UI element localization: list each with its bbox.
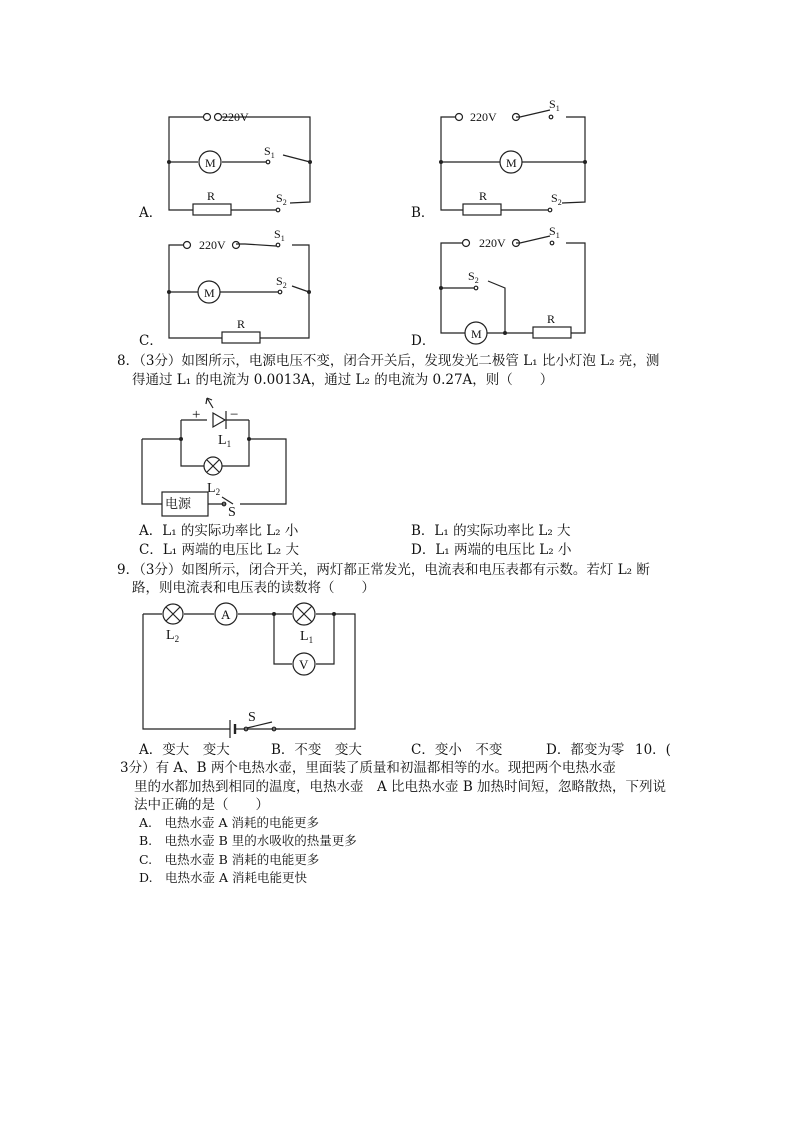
svg-text:L2: $L_2$ [207, 481, 221, 497]
q10-stem-line1: 3分）有 A、B 两个电热水壶，里面装了质量和初温都相等的水。现把两个电热水壶 [120, 760, 616, 776]
q7-option-b-letter: B． [411, 205, 435, 221]
svg-text:A: A [221, 607, 231, 622]
q10-number: 10．( [635, 742, 671, 758]
q8-choice-c[interactable]: C．L₁ 两端的电压比 L₂ 大 [139, 542, 299, 558]
q9-stem-line1: 9．（3分）如图所示，闭合开关，两灯都正常发光，电流表和电压表都有示数。若灯 L₂ 断 [117, 562, 650, 578]
svg-text:R: R [207, 189, 216, 203]
q9-choice-a[interactable]: A．变大 变大 [139, 742, 230, 758]
q7a-motor-label: M [205, 156, 216, 170]
svg-text:V: V [299, 657, 309, 672]
q10-choice-a[interactable]: A. 电热水壶 A 消耗的电能更多 [139, 815, 319, 830]
q9-stem-line2: 路，则电流表和电压表的读数将（ ） [132, 580, 375, 596]
q10-choice-d[interactable]: D. 电热水壶 A 消耗电能更快 [139, 870, 308, 885]
q8-choice-d[interactable]: D．L₁ 两端的电压比 L₂ 小 [411, 542, 572, 558]
q8-stem-line2: 得通过 L₁ 的电流为 0.0013A，通过 L₂ 的电流为 0.27A，则（ ） [132, 372, 554, 388]
svg-text:−: − [230, 407, 239, 423]
q7-option-c-letter: C． [139, 333, 163, 349]
svg-text:L1: $L_1$ [300, 629, 314, 645]
q10-stem-line2: 里的水都加热到相同的温度，电热水壶 A 比电热水壶 B 加热时间短，忽略散热，下列说 [134, 779, 667, 795]
svg-text:S: S [228, 505, 236, 520]
svg-text:S1: $S_1$ [264, 144, 275, 160]
svg-text:R: R [237, 317, 246, 331]
q7-option-d-letter: D． [411, 333, 436, 349]
q9-choice-d[interactable]: D．都变为零 [546, 742, 625, 758]
svg-text:220V: 220V [199, 238, 226, 252]
svg-text:S: S [248, 710, 256, 725]
svg-text:S1: $S_1$ [274, 227, 285, 243]
svg-text:S2: $S_2$ [468, 269, 479, 285]
svg-text:L2: $L_2$ [166, 628, 180, 644]
q7-option-a-letter: A． [139, 205, 163, 221]
svg-text:220V: 220V [479, 236, 506, 250]
svg-text:L1: $L_1$ [218, 433, 232, 449]
svg-text:M: M [506, 156, 517, 170]
q8-choice-a[interactable]: A．L₁ 的实际功率比 L₂ 小 [139, 523, 299, 539]
q10-choice-b[interactable]: B. 电热水壶 B 里的水吸收的热量更多 [139, 833, 357, 848]
q9-choice-c[interactable]: C．变小 不变 [411, 742, 503, 758]
svg-text:S1: $S_1$ [549, 224, 560, 240]
svg-text:S2: $S_2$ [551, 191, 562, 207]
svg-text:S1: $S_1$ [549, 97, 560, 113]
svg-text:+: + [192, 407, 201, 423]
q8-source-label: 电源 [165, 497, 192, 512]
svg-text:S2: $S_2$ [276, 191, 287, 207]
q10-choice-c[interactable]: C. 电热水壶 B 消耗的电能更多 [139, 852, 320, 867]
q9-choice-b[interactable]: B．不变 变大 [271, 742, 362, 758]
svg-text:S2: $S_2$ [276, 274, 287, 290]
q10-stem-line3: 法中正确的是（ ） [134, 797, 269, 813]
svg-text:220V: 220V [470, 110, 497, 124]
svg-text:R: R [479, 189, 488, 203]
svg-text:M: M [204, 286, 215, 300]
q8-choice-b[interactable]: B．L₁ 的实际功率比 L₂ 大 [411, 523, 571, 539]
svg-text:M: M [471, 327, 482, 341]
q8-stem-line1: 8．（3分）如图所示，电源电压不变，闭合开关后，发现发光二极管 L₁ 比小灯泡 L₂ 亮，测 [117, 353, 660, 369]
q7a-supply-label: 220V [222, 110, 249, 124]
svg-text:R: R [547, 312, 556, 326]
